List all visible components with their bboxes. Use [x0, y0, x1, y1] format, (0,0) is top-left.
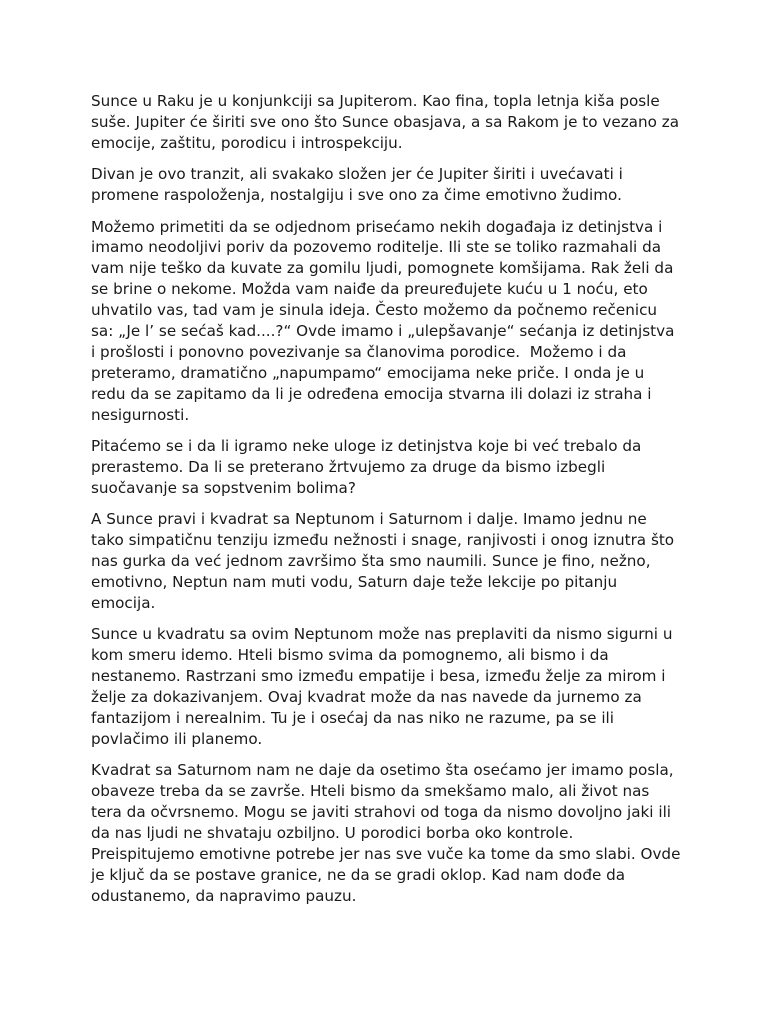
paragraph-2: Divan je ovo tranzit, ali svakako složen jer će Jupiter širiti i uvećavati i promene raspoloženja, nostalgiju i sve ono za čime emotivno žudimo. — [91, 165, 628, 205]
paragraph-7: Kvadrat sa Saturnom nam ne daje da osetimo šta osećamo jer imamo posla, obaveze treba da se završe. Hteli bismo da smekšamo malo, ali život nas tera da očvrsnemo. Mogu se javiti strahovi od toga da nismo dovoljno jaki ili da nas ljudi ne shvataju ozbiljno. U porodici borba oko kontrole. Preispitujemo emotivne potrebe jer nas sve vuče ka tome da smo slabi. Ovde je ključ da se postave granice, ne da se gradi oklop. Kad nam dođe da odustanemo, da napravimo pauzu. — [91, 761, 686, 905]
paragraph-5: A Sunce pravi i kvadrat sa Neptunom i Saturnom i dalje. Imamo jednu ne tako simpatičnu tenziju između nežnosti i snage, ranjivosti i onog iznutra što nas gurka da već jednom završimo šta smo naumili. Sunce je fino, nežno, emotivno, Neptun nam muti vodu, Saturn daje teže lekcije po pitanju emocija. — [91, 510, 679, 612]
document-body — [91, 91, 686, 917]
paragraph-6: Sunce u kvadratu sa ovim Neptunom može nas preplaviti da nismo sigurni u kom smeru idemo. Hteli bismo svima da pomognemo, ali bismo i da nestanemo. Rastrzani smo između empatije i besa, između želje za mirom i želje za dokazivanjem. Ovaj kvadrat može da nas navede da jurnemo za fantazijom i nerealnim. Tu je i osećaj da nas niko ne razume, pa se ili povlačimo ili planemo. — [91, 625, 678, 748]
paragraph-1: Sunce u Raku je u konjunkciji sa Jupiterom. Kao fina, topla letnja kiša posle suše. Jupiter će širiti sve ono što Sunce obasjava, a sa Rakom je to vezano za emocije, zaštitu, porodicu i introspekciju. — [91, 92, 684, 152]
paragraph-3: Možemo primetiti da se odjednom prisećamo nekih događaja iz detinjstva i imamo neodoljivi poriv da pozovemo roditelje. Ili ste se toliko razmahali da vam nije teško da kuvate za gomilu ljudi, pomognete komšijama. Rak želi da se brine o nekome. Možda vam naiđe da preuređujete kuću u 1 noću, eto uhvatilo vas, tad vam je sinula ideja. Često možemo da počnemo rečenicu sa: „Je l’ se sećaš kad....?“ Ovde imamo i „ulepšavanje“ sećanja iz detinjstva i prošlosti i ponovno povezivanje sa članovima porodice. Možemo i da preteramo, dramatično „napumpamo“ emocijama neke priče. I onda je u redu da se zapitamo da li je određena emocija stvarna ili dolazi iz straha i nesigurnosti. — [91, 217, 680, 424]
paragraph-4: Pitaćemo se i da li igramo neke uloge iz detinjstva koje bi već trebalo da prerastemo. Da li se preterano žrtvujemo za druge da bismo izbegli suočavanje sa sopstvenim bolima? — [91, 437, 647, 497]
